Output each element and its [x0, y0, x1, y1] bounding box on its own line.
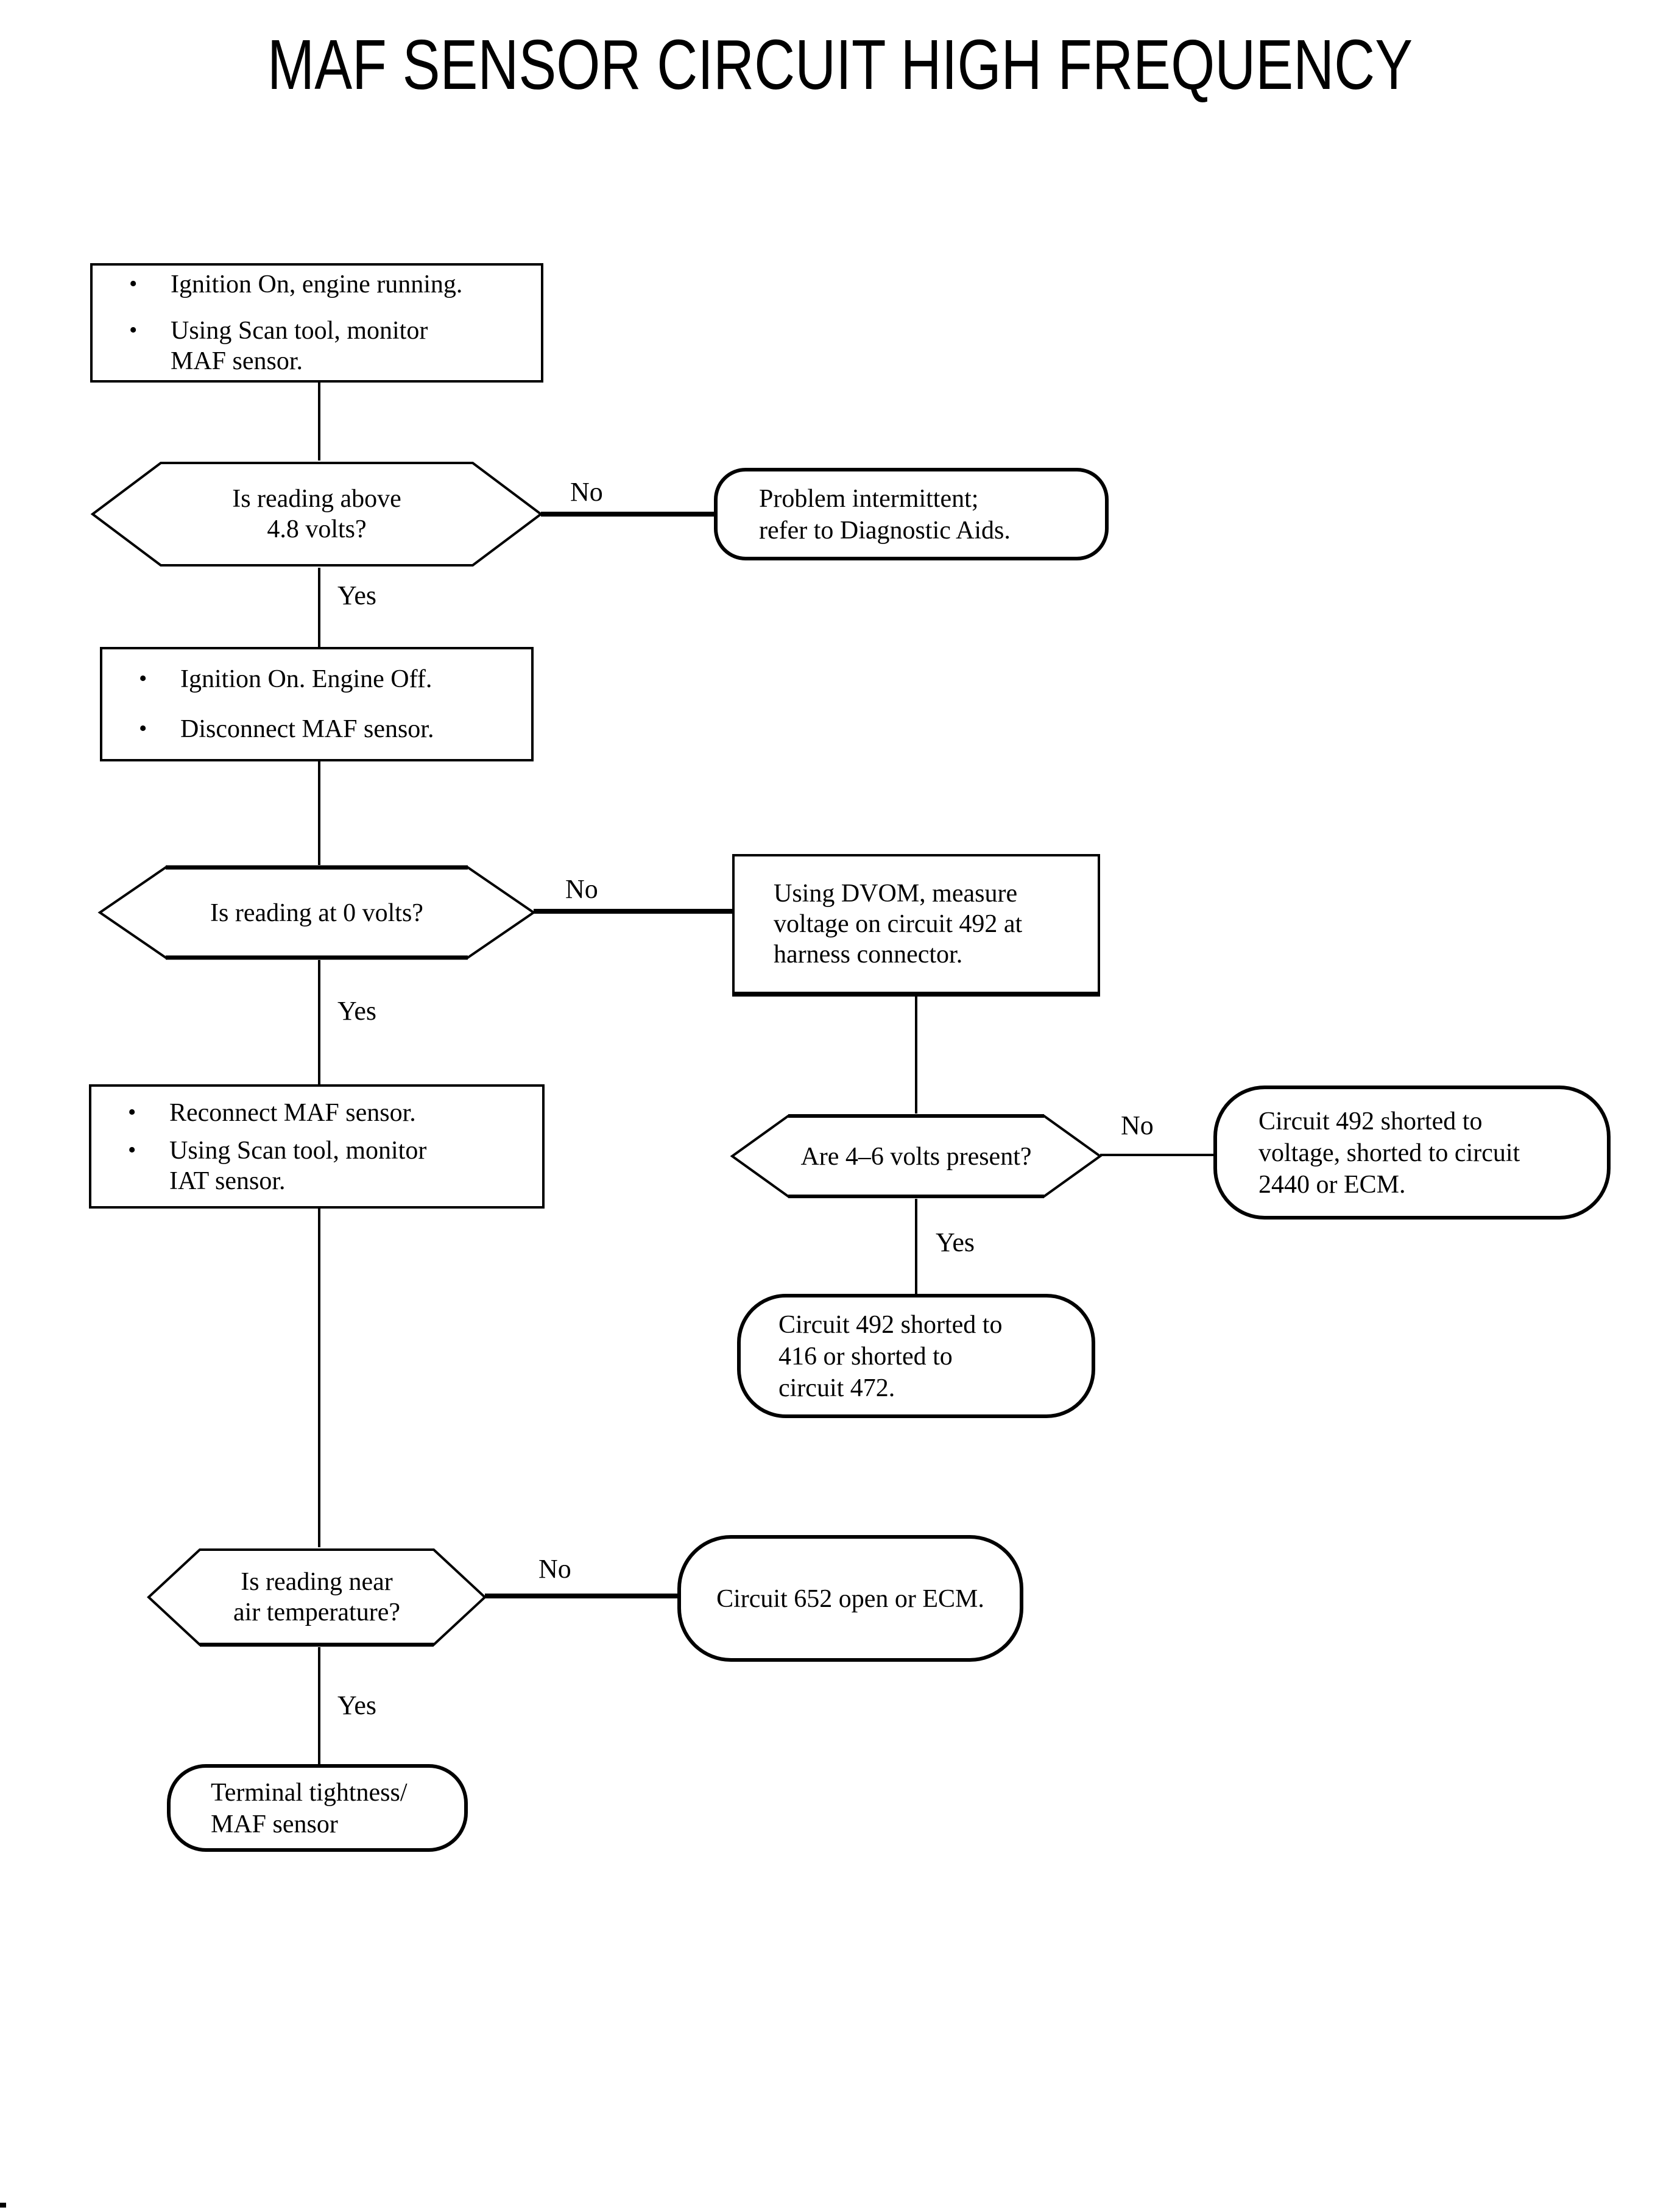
bullet-row	[102, 714, 531, 744]
text-line: Using Scan tool, monitor	[169, 1135, 427, 1164]
bullet-row	[91, 1135, 542, 1196]
decision-text	[97, 865, 536, 960]
connector-yes-3	[915, 1199, 917, 1294]
connector-box3-to-decision4	[318, 1209, 320, 1547]
result-circuit-652-open	[677, 1535, 1023, 1662]
bullet-icon: •	[128, 1100, 136, 1125]
text-line: voltage, shorted to circuit	[1258, 1138, 1520, 1167]
text-line: MAF sensor	[211, 1809, 338, 1838]
page-title: MAF SENSOR CIRCUIT HIGH FREQUENCY	[267, 26, 1413, 105]
result-492-shorted-to-voltage	[1213, 1086, 1611, 1220]
text-line: Using DVOM, measure	[774, 878, 1018, 908]
node-reconnect-box	[89, 1084, 545, 1209]
label-yes-4: Yes	[337, 1690, 377, 1720]
connector-no-4	[485, 1594, 680, 1598]
text-line: Using Scan tool, monitor	[171, 316, 428, 345]
decision-text	[90, 461, 543, 568]
result-problem-intermittent	[714, 468, 1109, 560]
bullet-lines	[180, 714, 434, 744]
text-line: 2440 or ECM.	[1258, 1170, 1406, 1199]
text-line: MAF sensor.	[171, 346, 303, 375]
node-ignition-off-box	[100, 647, 534, 761]
connector-yes-2	[318, 960, 320, 1084]
label-no-4: No	[538, 1553, 571, 1584]
text-line: Circuit 652 open or ECM.	[716, 1584, 984, 1613]
text-line: IAT sensor.	[169, 1165, 286, 1195]
text-line: circuit 472.	[778, 1373, 895, 1402]
text-line: 4.8 volts?	[267, 514, 367, 543]
connector-box2-to-decision2	[318, 761, 320, 865]
connector-no-1	[541, 512, 716, 516]
connector-start-to-decision1	[318, 383, 320, 461]
page-artifact-speck	[0, 2203, 6, 2208]
result-terminal-tightness	[167, 1764, 468, 1852]
connector-no-2	[534, 909, 735, 913]
text-line: Is reading above	[232, 484, 401, 513]
label-no-1: No	[570, 476, 603, 507]
text-line: 416 or shorted to	[778, 1341, 953, 1371]
bullet-lines	[171, 316, 428, 376]
label-yes-3: Yes	[936, 1227, 975, 1257]
connector-dvom-to-decision3	[915, 997, 917, 1114]
text-line: Circuit 492 shorted to	[1258, 1106, 1483, 1135]
text-line: Disconnect MAF sensor.	[180, 714, 434, 743]
decision-text	[730, 1114, 1103, 1199]
text-line: Ignition On, engine running.	[171, 269, 463, 298]
connector-no-3	[1100, 1154, 1216, 1156]
bullet-lines	[180, 664, 432, 694]
text-line: Circuit 492 shorted to	[778, 1310, 1003, 1339]
bullet-icon: •	[139, 716, 147, 742]
bullet-lines	[169, 1135, 426, 1196]
bullet-row	[93, 316, 541, 376]
connector-yes-1	[318, 568, 320, 647]
bullet-row	[91, 1097, 542, 1128]
text-line: Terminal tightness/	[211, 1778, 408, 1807]
text-line: harness connector.	[774, 939, 963, 969]
result-492-shorted-to-416	[737, 1294, 1095, 1418]
text-line: Problem intermittent;	[759, 484, 979, 513]
node-dvom-measure-box	[732, 854, 1100, 997]
decision-text	[146, 1547, 487, 1647]
text-line: Ignition On. Engine Off.	[180, 664, 432, 693]
decision-reading-above-4-8-volts	[90, 461, 543, 568]
label-no-2: No	[565, 874, 598, 904]
text-line: Is reading near	[241, 1567, 393, 1596]
text-line: Reconnect MAF sensor.	[169, 1097, 416, 1126]
bullet-row	[93, 269, 541, 300]
text-line: refer to Diagnostic Aids.	[759, 515, 1011, 545]
bullet-icon: •	[129, 272, 138, 297]
decision-reading-0-volts	[97, 865, 536, 960]
text-line: Is reading at 0 volts?	[210, 897, 423, 927]
text-line: Are 4–6 volts present?	[800, 1141, 1032, 1170]
label-yes-2: Yes	[337, 995, 377, 1026]
bullet-icon: •	[139, 666, 147, 692]
decision-reading-near-air-temperature	[146, 1547, 487, 1647]
text-line: air temperature?	[233, 1597, 400, 1626]
bullet-icon: •	[129, 318, 138, 344]
label-yes-1: Yes	[337, 580, 377, 610]
text-line: voltage on circuit 492 at	[774, 909, 1023, 938]
bullet-lines	[171, 269, 462, 300]
label-no-3: No	[1121, 1110, 1154, 1140]
decision-4-6-volts-present	[730, 1114, 1103, 1199]
bullet-row	[102, 664, 531, 694]
bullet-icon: •	[128, 1137, 136, 1163]
node-start-box	[90, 263, 543, 383]
connector-yes-4	[318, 1647, 320, 1764]
bullet-lines	[169, 1097, 416, 1128]
